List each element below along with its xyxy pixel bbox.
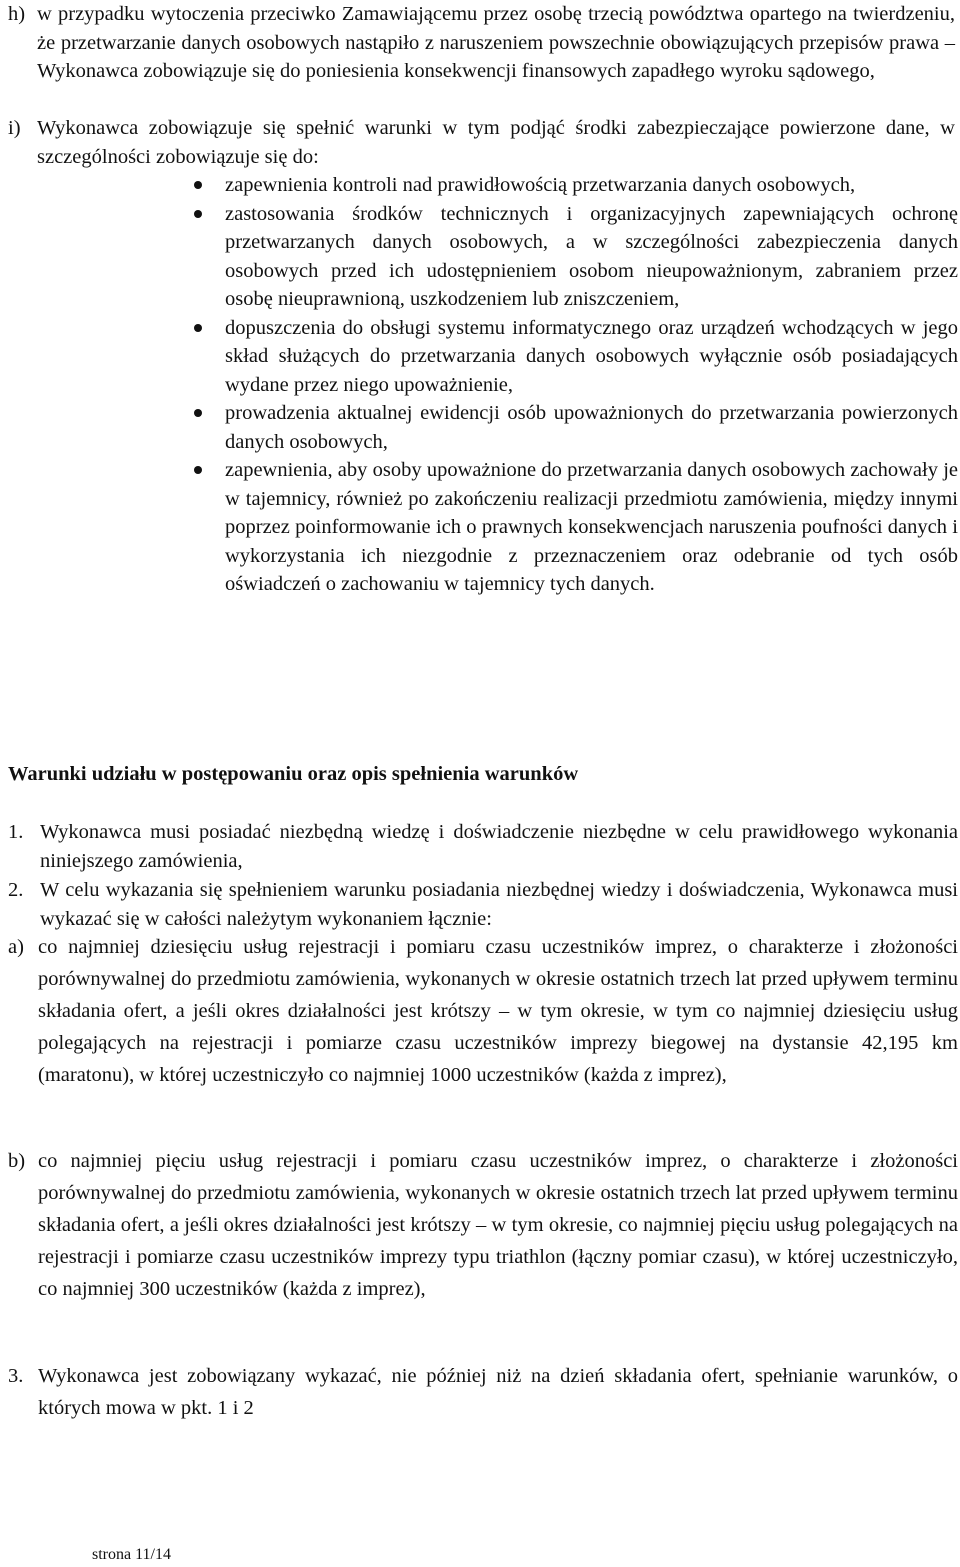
page-number: strona 11/14 [92, 1546, 171, 1563]
condition-2-text: W celu wykazania się spełnieniem warunku posiadania niezbędnej wiedzy i doświadczenia, Wykonawca musi wykazać się w całości należytym wykonaniem łącznie: [40, 879, 958, 930]
bullet-icon [194, 324, 202, 332]
condition-2b [8, 1145, 958, 1305]
condition-2a-text: co najmniej dziesięciu usług rejestracji i pomiaru czasu uczestników imprez, o charakterze i złożoności porównywalnej do przedmiotu zamówienia, wykonanych w okresie ostatnich trzech lat przed upływem terminu składania ofert, a jeśli okres działalności jest krótszy – w tym okresie, w tym co najmniej dziesięciu usług polegających na rejestracji i pomiarze czasu uczestników imprezy biegowej na dystansie 42,195 km (maratonu), w której uczestniczyło co najmniej 1000 uczestników (każda z imprez), [38, 936, 958, 1086]
bullet-text: zapewnienia, aby osoby upoważnione do przetwarzania danych osobowych zachowały je w tajemnicy, również po zakończeniu realizacji przedmiotu zamówienia, między innymi poprzez poinformowanie ich o prawnych konsekwencjach naruszenia poufności danych i wykorzystania ich niezgodnie z przeznaczeniem oraz odebranie od tych osób oświadczeń o zachowaniu w tajemnicy tych danych. [225, 459, 958, 595]
bullet-icon [194, 409, 202, 417]
item-h [0, 0, 960, 86]
section-heading: Warunki udziału w postępowaniu oraz opis spełnienia warunków [8, 763, 579, 785]
condition-2 [8, 876, 958, 933]
condition-2a-label: a) [8, 936, 24, 958]
condition-2-label: 2. [8, 879, 24, 901]
list-item [190, 314, 958, 400]
condition-3-text: Wykonawca jest zobowiązany wykazać, nie później niż na dzień składania ofert, spełnianie warunków, o których mowa w pkt. 1 i 2 [38, 1365, 958, 1419]
bullet-list [190, 171, 958, 599]
list-item [190, 171, 958, 200]
list-item [190, 456, 958, 599]
item-h-text: w przypadku wytoczenia przeciwko Zamawiającemu przez osobę trzecią powództwa opartego na twierdzeniu, że przetwarzanie danych osobowych nastąpiło z naruszeniem powszechnie obowiązujących przepisów prawa – Wykonawca zobowiązuje się do poniesienia konsekwencji finansowych zapadłego wyroku sądowego, [37, 3, 955, 82]
condition-1-label: 1. [8, 821, 24, 843]
bullet-text: prowadzenia aktualnej ewidencji osób upoważnionych do przetwarzania powierzonych danych osobowych, [225, 402, 958, 453]
item-h-label: h) [8, 3, 26, 25]
condition-3 [8, 1360, 958, 1424]
bullet-icon [194, 466, 202, 474]
bullet-icon [194, 210, 202, 218]
condition-2a [8, 931, 958, 1091]
condition-3-label: 3. [8, 1365, 24, 1387]
bullet-text: zapewnienia kontroli nad prawidłowością przetwarzania danych osobowych, [225, 174, 856, 196]
list-item [190, 399, 958, 456]
item-i-text: Wykonawca zobowiązuje się spełnić warunki w tym podjąć środki zabezpieczające powierzone dane, w szczególności zobowiązuje się do: [37, 117, 955, 168]
bullet-text: dopuszczenia do obsługi systemu informatycznego oraz urządzeń wchodzących w jego skład służących do przetwarzania danych osobowych wyłącznie osób posiadających wydane przez niego upoważnienie, [225, 316, 958, 396]
item-i-label: i) [8, 117, 21, 139]
list-item [190, 200, 958, 314]
condition-1 [8, 818, 958, 875]
item-i [0, 114, 960, 171]
condition-2b-text: co najmniej pięciu usług rejestracji i pomiaru czasu uczestników imprez, o charakterze i złożoności porównywalnej do przedmiotu zamówienia, wykonanych w okresie ostatnich trzech lat przed upływem terminu składania ofert, a jeśli okres działalności jest krótszy – w tym okresie, co najmniej pięciu usług polegających na rejestracji i pomiarze czasu uczestników imprezy typu triathlon (łączny pomiar czasu), w której uczestniczyło, co najmniej 300 uczestników (każda z imprez), [38, 1150, 958, 1300]
condition-1-text: Wykonawca musi posiadać niezbędną wiedzę i doświadczenie niezbędne w celu prawidłowego wykonania niniejszego zamówienia, [40, 821, 958, 872]
bullet-icon [194, 181, 202, 189]
bullet-text: zastosowania środków technicznych i organizacyjnych zapewniających ochronę przetwarzanych danych osobowych, a w szczególności zabezpieczenia danych osobowych przed ich udostępnieniem osobom nieupoważnionym, zabraniem przez osobę nieuprawnioną, uszkodzeniem lub zniszczeniem, [225, 202, 958, 310]
condition-2b-label: b) [8, 1150, 26, 1172]
